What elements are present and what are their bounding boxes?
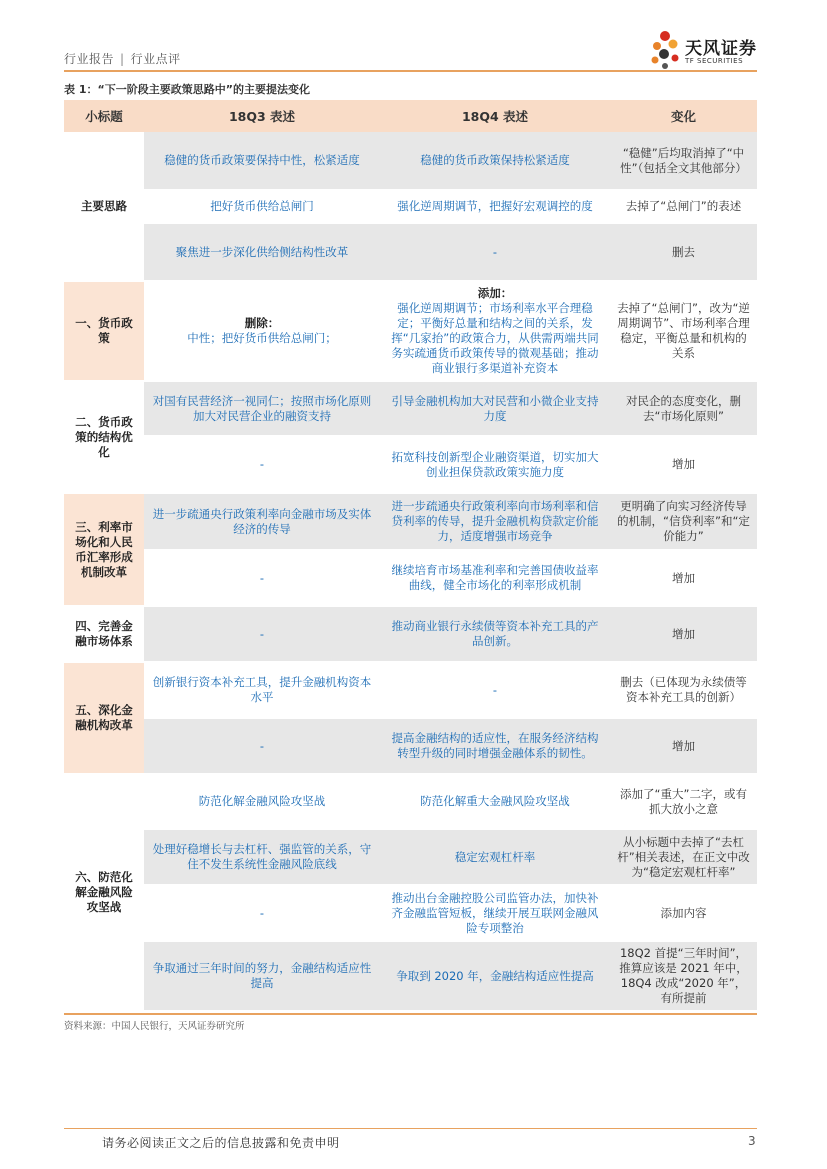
cell-18q3: -	[144, 885, 380, 941]
table-row	[64, 493, 757, 550]
table-row	[64, 662, 757, 718]
cell-18q3: -	[144, 718, 380, 774]
report-type-label: 行业报告	[64, 52, 115, 66]
cell-18q4: 拓宽科技创新型企业融资渠道，切实加大创业担保贷款政策实施力度	[380, 436, 610, 493]
report-subtype-label: 行业点评	[130, 52, 181, 66]
cell-18q4: 稳定宏观杠杆率	[380, 829, 610, 885]
cell-18q4: 推动出台金融控股公司监管办法，加快补齐金融监管短板，继续开展互联网金融风险专项整治	[380, 885, 610, 941]
cell-18q4: 争取到 2020 年，金融结构适应性提高	[380, 941, 610, 1011]
cell-change: 增加	[610, 718, 757, 774]
cell-18q3: 进一步疏通央行政策利率向金融市场及实体经济的传导	[144, 493, 380, 550]
cell-change: 增加	[610, 606, 757, 662]
cell-18q3: 处理好稳增长与去杠杆、强监管的关系，守住不发生系统性金融风险底线	[144, 829, 380, 885]
cell-change: 从小标题中去掉了“去杠杆”相关表述，在正文中改为“稳定宏观杠杆率”	[610, 829, 757, 885]
cell-18q3: -	[144, 436, 380, 493]
cell-change: 添加了“重大”二字，或有抓大放小之意	[610, 774, 757, 829]
cell-18q3: 防范化解金融风险攻坚战	[144, 774, 380, 829]
cell-18q4: 防范化解重大金融风险攻坚战	[380, 774, 610, 829]
cell-18q4: -	[380, 662, 610, 718]
section-title-risk-prevention: 六、防范化解金融风险攻坚战	[64, 774, 144, 1011]
cell-18q4: 推动商业银行永续债等资本补充工具的产品创新。	[380, 606, 610, 662]
cell-18q3: 聚焦进一步深化供给侧结构性改革	[144, 223, 380, 281]
data-source-note: 资料来源：中国人民银行，天风证券研究所	[64, 1021, 245, 1032]
table-header-row	[64, 100, 757, 132]
table-row	[64, 606, 757, 662]
cell-change: 增加	[610, 436, 757, 493]
cell-18q3	[144, 281, 380, 381]
table-row	[64, 550, 757, 606]
deleted-label: 删除：	[244, 316, 280, 330]
cell-18q3: 对国有民营经济一视同仁；按照市场化原则加大对民营企业的融资支持	[144, 381, 380, 436]
table-row	[64, 885, 757, 941]
deleted-content: 中性；把好货币供给总闸门；	[187, 331, 337, 345]
cell-18q3: -	[144, 550, 380, 606]
table-row	[64, 829, 757, 885]
cell-18q4: 进一步疏通央行政策利率向市场利率和信贷利率的传导，提升金融机构贷款定价能力，适度增强市场竞争	[380, 493, 610, 550]
cell-18q3: 创新银行资本补充工具，提升金融机构资本水平	[144, 662, 380, 718]
added-label: 添加：	[477, 286, 513, 300]
cell-18q4: 强化逆周期调节，把握好宏观调控的度	[380, 190, 610, 223]
cell-18q4: 稳健的货币政策保持松紧适度	[380, 132, 610, 190]
table-row	[64, 190, 757, 223]
cell-18q3: 把好货币供给总闸门	[144, 190, 380, 223]
cell-change: 添加内容	[610, 885, 757, 941]
cell-change: “稳健”后均取消掉了“中性”（包括全文其他部分）	[610, 132, 757, 190]
policy-comparison-table	[64, 100, 757, 1012]
cell-18q4: 提高金融结构的适应性，在服务经济结构转型升级的同时增强金融体系的韧性。	[380, 718, 610, 774]
table-row	[64, 718, 757, 774]
section-title-institution-reform: 五、深化金融机构改革	[64, 662, 144, 774]
logo-subtext: TF SECURITIES	[685, 57, 744, 65]
cell-change: 对民企的态度变化，删去“市场化原则”	[610, 381, 757, 436]
table-row	[64, 381, 757, 436]
section-title-structure-optimization: 二、货币政策的结构优化	[64, 381, 144, 493]
table-row	[64, 281, 757, 381]
cell-change: 增加	[610, 550, 757, 606]
cell-change: 去掉了“总闸门”的表述	[610, 190, 757, 223]
cell-change: 更明确了向实习经济传导的机制，“信贷利率”和“定价能力”	[610, 493, 757, 550]
cell-18q4	[380, 281, 610, 381]
section-title-monetary-policy: 一、货币政策	[64, 281, 144, 381]
table-row	[64, 941, 757, 1011]
cell-change: 删去	[610, 223, 757, 281]
table-row	[64, 774, 757, 829]
cell-18q3: -	[144, 606, 380, 662]
company-logo	[651, 28, 771, 72]
section-title-main-ideas: 主要思路	[64, 132, 144, 281]
cell-18q3: 争取通过三年时间的努力，金融结构适应性提高	[144, 941, 380, 1011]
disclaimer-notice: 请务必阅读正文之后的信息披露和免责申明	[102, 1136, 340, 1150]
footer-divider	[64, 1128, 757, 1129]
column-header-18q4: 18Q4 表述	[380, 100, 610, 132]
table-caption: 表 1：“下一阶段主要政策思路中”的主要提法变化	[64, 83, 310, 96]
section-title-interest-rate-reform: 三、利率市场化和人民币汇率形成机制改革	[64, 493, 144, 606]
header-separator: |	[120, 52, 125, 66]
logo-mark-icon	[651, 28, 685, 72]
cell-change: 删去（已体现为永续债等资本补充工具的创新）	[610, 662, 757, 718]
cell-18q4: -	[380, 223, 610, 281]
cell-change: 去掉了“总闸门”，改为“逆周期调节”、市场利率合理稳定，平衡总量和机构的关系	[610, 281, 757, 381]
table-bottom-divider	[64, 1013, 757, 1015]
column-header-subtitle: 小标题	[64, 100, 144, 132]
section-title-financial-market: 四、完善金融市场体系	[64, 606, 144, 662]
page-number: 3	[748, 1134, 756, 1148]
table-row	[64, 436, 757, 493]
table-row	[64, 132, 757, 190]
cell-change: 18Q2 首提“三年时间”，推算应该是 2021 年中，18Q4 改成“2020 年”，有所提前	[610, 941, 757, 1011]
column-header-change: 变化	[610, 100, 757, 132]
table-row	[64, 223, 757, 281]
header-divider	[64, 70, 757, 72]
added-content: 强化逆周期调节；市场利率水平合理稳定；平衡好总量和结构之间的关系，发挥“几家抬”的政策合力，从供需两端共同务实疏通货币政策传导的微观基础；推动商业银行多渠道补充资本	[391, 301, 599, 375]
cell-18q3: 稳健的货币政策要保持中性，松紧适度	[144, 132, 380, 190]
cell-18q4: 继续培育市场基准利率和完善国债收益率曲线，健全市场化的利率形成机制	[380, 550, 610, 606]
cell-18q4: 引导金融机构加大对民营和小微企业支持力度	[380, 381, 610, 436]
column-header-18q3: 18Q3 表述	[144, 100, 380, 132]
report-category	[64, 50, 181, 67]
logo-text: 天风证券	[685, 39, 757, 59]
